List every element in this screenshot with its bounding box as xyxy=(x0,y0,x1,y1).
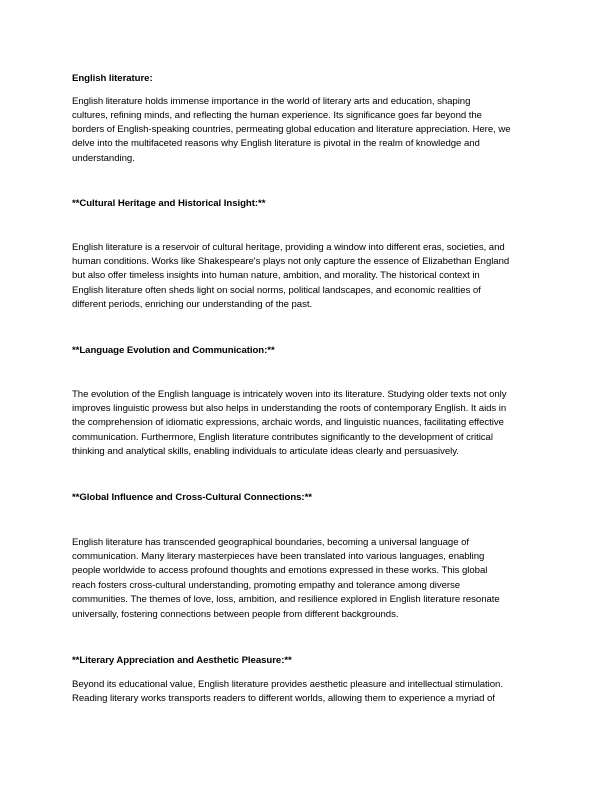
paragraph-line: communication. Many literary masterpieces have been translated into various languages, enabling xyxy=(72,551,485,562)
paragraph-line: English literature holds immense importance in the world of literary arts and education, shaping xyxy=(72,96,471,107)
paragraph-line: universally, fostering connections between people from different backgrounds. xyxy=(72,609,399,620)
paragraph-line: cultures, refining minds, and reflecting the human experience. Its significance goes far beyond the xyxy=(72,110,482,121)
paragraph-line: communities. The themes of love, loss, ambition, and resilience explored in English literature resonate xyxy=(72,594,500,605)
paragraph-line: borders of English-speaking countries, permeating global education and literature appreciation. Here, we xyxy=(72,124,511,135)
paragraph-line: but also offer timeless insights into human nature, ambition, and morality. The historical context in xyxy=(72,270,480,281)
section-heading-cultural-heritage: **Cultural Heritage and Historical Insight:** xyxy=(72,198,266,209)
paragraph-line: people worldwide to access profound thoughts and emotions expressed in these works. This global xyxy=(72,565,488,576)
paragraph-line: English literature is a reservoir of cultural heritage, providing a window into different eras, societies, and xyxy=(72,242,505,253)
paragraph-line: The evolution of the English language is intricately woven into its literature. Studying older texts not only xyxy=(72,389,507,400)
section-heading-literary-appreciation: **Literary Appreciation and Aesthetic Pleasure:** xyxy=(72,655,292,666)
section-heading-language-evolution: **Language Evolution and Communication:** xyxy=(72,345,275,356)
paragraph-line: Beyond its educational value, English literature provides aesthetic pleasure and intellectual stimulation. xyxy=(72,679,503,690)
paragraph-line: communication. Furthermore, English literature contributes significantly to the development of critical xyxy=(72,432,493,443)
paragraph-line: English literature has transcended geographical boundaries, becoming a universal language of xyxy=(72,537,470,548)
paragraph-line: different periods, enriching our understanding of the past. xyxy=(72,299,313,310)
paragraph-line: Reading literary works transports readers to different worlds, allowing them to experience a myriad of xyxy=(72,693,495,704)
paragraph-line: human conditions. Works like Shakespeare's plays not only capture the essence of Elizabethan England xyxy=(72,256,510,267)
paragraph-line: understanding. xyxy=(72,153,135,164)
paragraph-line: reach fosters cross-cultural understanding, promoting empathy and tolerance among diverse xyxy=(72,580,461,591)
document-title: English literature: xyxy=(72,73,153,84)
paragraph-line: English literature often sheds light on social norms, political landscapes, and economic realities of xyxy=(72,285,481,296)
paragraph-line: improves linguistic prowess but also helps in understanding the roots of contemporary English. It aids in xyxy=(72,403,507,414)
section-heading-global-influence: **Global Influence and Cross-Cultural Connections:** xyxy=(72,492,312,503)
paragraph-line: the comprehension of idiomatic expressions, archaic words, and linguistic nuances, facilitating effective xyxy=(72,417,504,428)
paragraph-line: thinking and analytical skills, enabling individuals to articulate ideas clearly and persuasively. xyxy=(72,446,459,457)
paragraph-line: delve into the multifaceted reasons why English literature is pivotal in the realm of knowledge and xyxy=(72,138,480,149)
